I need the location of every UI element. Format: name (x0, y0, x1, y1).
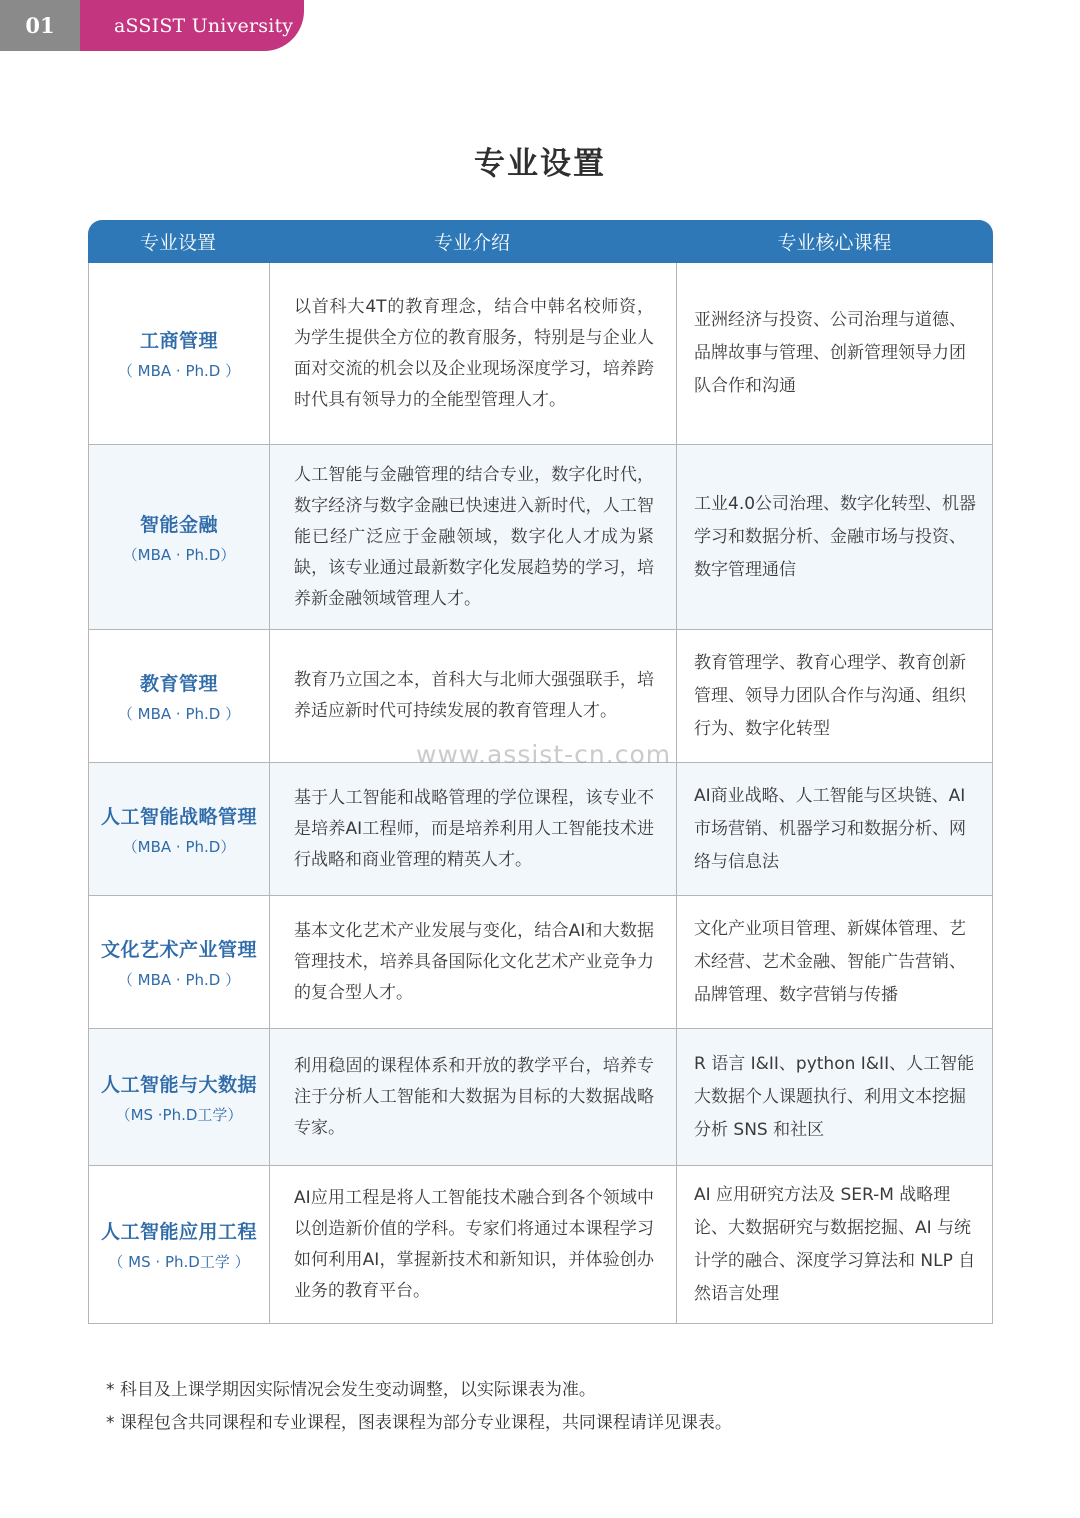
majors-table (88, 220, 993, 1324)
courses-text: 工业4.0公司治理、数字化转型、机器学习和数据分析、金融市场与投资、数字管理通信 (694, 493, 977, 580)
major-cell (89, 630, 269, 762)
intro-cell (269, 763, 677, 895)
courses-text: R 语言 I&II、python I&II、人工智能大数据个人课题执行、利用文本挖掘分析 SNS 和社区 (694, 1053, 975, 1140)
courses-cell (677, 263, 994, 444)
intro-cell (269, 445, 677, 629)
courses-cell (677, 896, 994, 1028)
intro-cell (269, 1029, 677, 1165)
major-cell (89, 445, 269, 629)
table-row (88, 263, 993, 445)
major-cell (89, 763, 269, 895)
major-cell (89, 1029, 269, 1165)
major-degree: （MBA · Ph.D） (122, 545, 236, 564)
table-row (88, 1029, 993, 1166)
major-degree: （ MBA · Ph.D ） (117, 704, 241, 723)
table-header (88, 220, 993, 263)
page-title: 专业设置 (474, 146, 606, 182)
courses-text: 教育管理学、教育心理学、教育创新管理、领导力团队合作与沟通、组织行为、数字化转型 (694, 652, 966, 739)
page-number: 01 (0, 0, 80, 51)
watermark: www.assist-cn.com (416, 740, 672, 769)
major-cell (89, 1166, 269, 1323)
footnotes (106, 1374, 732, 1440)
courses-cell (677, 1029, 994, 1165)
major-degree: （ MBA · Ph.D ） (117, 970, 241, 989)
courses-text: 亚洲经济与投资、公司治理与道德、品牌故事与管理、创新管理领导力团队合作和沟通 (694, 310, 966, 396)
table-row (88, 445, 993, 630)
intro-text: 基于人工智能和战略管理的学位课程，该专业不是培养AI工程师，而是培养利用人工智能技术进行战略和商业管理的精英人才。 (294, 787, 654, 870)
courses-cell (677, 1166, 994, 1323)
intro-cell (269, 896, 677, 1028)
intro-cell (269, 263, 677, 444)
major-cell (89, 263, 269, 444)
major-degree: （MBA · Ph.D） (122, 837, 236, 856)
footnote: * 课程包含共同课程和专业课程，图表课程为部分专业课程，共同课程请详见课表。 (106, 1413, 732, 1433)
table-row (88, 763, 993, 896)
intro-text: 人工智能与金融管理的结合专业，数字化时代，数字经济与数字金融已快速进入新时代，人工智能已经广泛应于金融领域，数字化人才成为紧缺，该专业通过最新数字化发展趋势的学习，培养新金融领域管理人才。 (294, 464, 654, 609)
courses-cell (677, 763, 994, 895)
table-row (88, 1166, 993, 1324)
courses-text: AI商业战略、人工智能与区块链、AI市场营销、机器学习和数据分析、网络与信息法 (694, 785, 966, 872)
courses-text: 文化产业项目管理、新媒体管理、艺术经营、艺术金融、智能广告营销、品牌管理、数字营销与传播 (694, 918, 966, 1005)
table-row (88, 896, 993, 1029)
major-degree: （MS ·Ph.D工学） (115, 1105, 243, 1124)
major-degree: （ MBA · Ph.D ） (117, 362, 241, 380)
major-name: 人工智能应用工程 (100, 1221, 257, 1243)
major-degree: （ MS · Ph.D工学 ） (108, 1253, 250, 1271)
brand-name: aSSIST University (114, 14, 294, 37)
courses-text: AI 应用研究方法及 SER-M 战略理论、大数据研究与数据挖掘、AI 与统计学的融合、深度学习算法和 NLP 自然语言处理 (694, 1184, 976, 1304)
major-name: 智能金融 (139, 513, 218, 536)
intro-cell (269, 1166, 677, 1323)
brand-tab (80, 0, 304, 51)
intro-text: AI应用工程是将人工智能技术融合到各个领域中以创造新价值的学科。专家们将通过本课程学习如何利用AI，掌握新技术和新知识，并体验创办业务的教育平台。 (294, 1187, 654, 1301)
major-name: 工商管理 (139, 330, 218, 352)
intro-text: 基本文化艺术产业发展与变化，结合AI和大数据管理技术，培养具备国际化文化艺术产业竞争力的复合型人才。 (294, 920, 654, 1003)
major-name: 文化艺术产业管理 (100, 938, 257, 961)
intro-text: 教育乃立国之本，首科大与北师大强强联手，培养适应新时代可持续发展的教育管理人才。 (294, 670, 654, 721)
footnote: * 科目及上课学期因实际情况会发生变动调整，以实际课表为准。 (106, 1380, 596, 1400)
courses-cell (677, 630, 994, 762)
courses-cell (677, 445, 994, 629)
major-name: 人工智能战略管理 (100, 805, 257, 828)
intro-text: 利用稳固的课程体系和开放的教学平台，培养专注于分析人工智能和大数据为目标的大数据战略专家。 (294, 1055, 654, 1138)
header-courses: 专业核心课程 (777, 232, 892, 254)
header-major: 专业设置 (139, 232, 216, 254)
intro-text: 以首科大4T的教育理念，结合中韩名校师资，为学生提供全方位的教育服务，特别是与企业人面对交流的机会以及企业现场深度学习，培养跨时代具有领导力的全能型管理人才。 (294, 296, 654, 410)
major-name: 教育管理 (139, 672, 218, 695)
major-name: 人工智能与大数据 (100, 1073, 257, 1096)
major-cell (89, 896, 269, 1028)
header-intro: 专业介绍 (433, 232, 510, 254)
